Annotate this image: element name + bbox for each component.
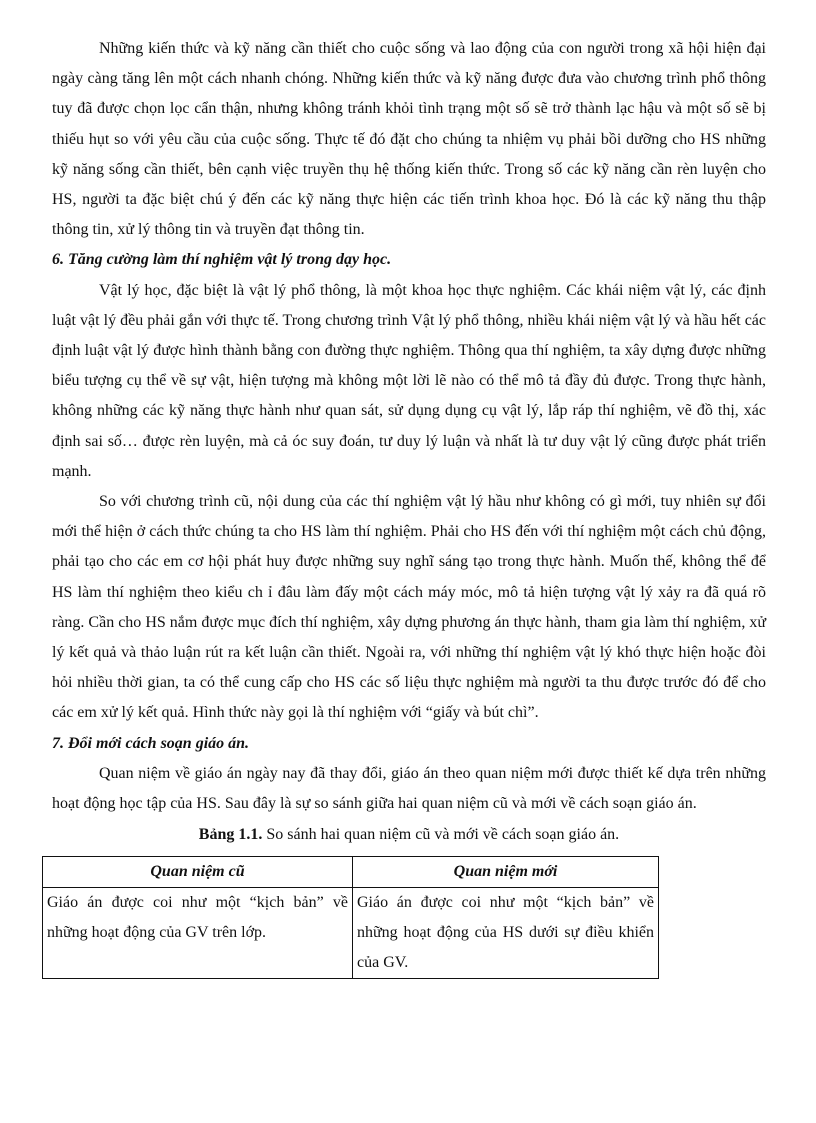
paragraph-skills: Những kiến thức và kỹ năng cần thiết cho cuộc sống và lao động của con người trong xã hội hiện đại ngày càng tăng lên một cách nhanh chóng. Những kiến thức và kỹ năng được đưa vào chương trình phổ thông tuy đã được chọn lọc cẩn thận, nhưng không tránh khỏi tình trạng một số sẽ trở thành lạc hậu và một số sẽ bị thiếu hụt so với yêu cầu của cuộc sống. Thực tế đó đặt cho chúng ta nhiệm vụ phải bồi dưỡng cho HS những kỹ năng sống cần thiết, bên cạnh việc truyền thụ hệ thống kiến thức. Trong số các kỹ năng cần rèn luyện cho HS, người ta đặc biệt chú ý đến các kỹ năng thực hiện các tiến trình khoa học. Đó là các kỹ năng thu thập thông tin, xử lý thông tin và truyền đạt thông tin. — [52, 40, 766, 239]
table-header-row — [43, 857, 659, 888]
paragraph-lesson-plan: Quan niệm về giáo án ngày nay đã thay đổi, giáo án theo quan niệm mới được thiết kế dựa trên những hoạt động học tập của HS. Sau đây là sự so sánh giữa hai quan niệm cũ và mới về cách soạn giáo án. — [52, 764, 766, 813]
table-caption — [52, 820, 766, 850]
paragraph-physics-experimental: Vật lý học, đặc biệt là vật lý phổ thông, là một khoa học thực nghiệm. Các khái niệm vật lý, các định luật vật lý đều phải gắn với thực tế. Trong chương trình Vật lý phổ thông, nhiều khái niệm vật lý và hầu hết các định luật vật lý được hình thành bằng con đường thực nghiệm. Thông qua thí nghiệm, ta xây dựng được những biểu tượng cụ thể về sự vật, hiện tượng mà không một lời lẽ nào có thể mô tả đầy đủ được. Trong thực hành, không những các kỹ năng thực hành như quan sát, sử dụng dụng cụ vật lý, lắp ráp thí nghiệm, vẽ đồ thị, xác định sai số… được rèn luyện, mà cả óc suy đoán, tư duy lý luận và nhất là tư duy vật lý cũng được phát triển mạnh. — [52, 281, 766, 480]
section-heading-7: 7. Đổi mới cách soạn giáo án. — [52, 734, 250, 752]
header-old-concept: Quan niệm cũ — [43, 857, 353, 888]
cell-old-concept: Giáo án được coi như một “kịch bản” về những hoạt động của GV trên lớp. — [43, 888, 353, 979]
table-row — [43, 888, 659, 979]
paragraph-experiment-innovation: So với chương trình cũ, nội dung của các thí nghiệm vật lý hầu như không có gì mới, tuy nhiên sự đổi mới thể hiện ở cách thức chúng ta cho HS làm thí nghiệm. Phải cho HS đến với thí nghiệm một cách chủ động, phải tạo cho các em cơ hội phát huy được những suy nghĩ sáng tạo trong thực hành. Muốn thế, không thể để HS làm thí nghiệm theo kiểu ch ỉ đâu làm đấy một cách máy móc, mô tả hiện tượng vật lý xảy ra đã quá rõ ràng. Cần cho HS nắm được mục đích thí nghiệm, xây dựng phương án thực hành, tham gia làm thí nghiệm, xử lý kết quả và thảo luận rút ra kết luận cần thiết. Ngoài ra, với những thí nghiệm vật lý khó thực hiện hoặc đòi hỏi nhiều thời gian, ta có thể cung cấp cho HS các số liệu thực nghiệm mà người ta thu được trước đó để cho các em xử lý kết quả. Hình thức này gọi là thí nghiệm với “giấy và bút chì”. — [52, 493, 766, 722]
section-heading-6: 6. Tăng cường làm thí nghiệm vật lý trong dạy học. — [52, 251, 392, 269]
table-caption-label: Bảng 1.1. — [198, 826, 263, 844]
header-new-concept: Quan niệm mới — [353, 857, 659, 888]
cell-new-concept: Giáo án được coi như một “kịch bản” về những hoạt động của HS dưới sự điều khiển của GV. — [353, 888, 659, 979]
comparison-table — [42, 856, 659, 979]
document-page — [47, 34, 766, 979]
table-caption-text: So sánh hai quan niệm cũ và mới về cách soạn giáo án. — [262, 826, 620, 844]
